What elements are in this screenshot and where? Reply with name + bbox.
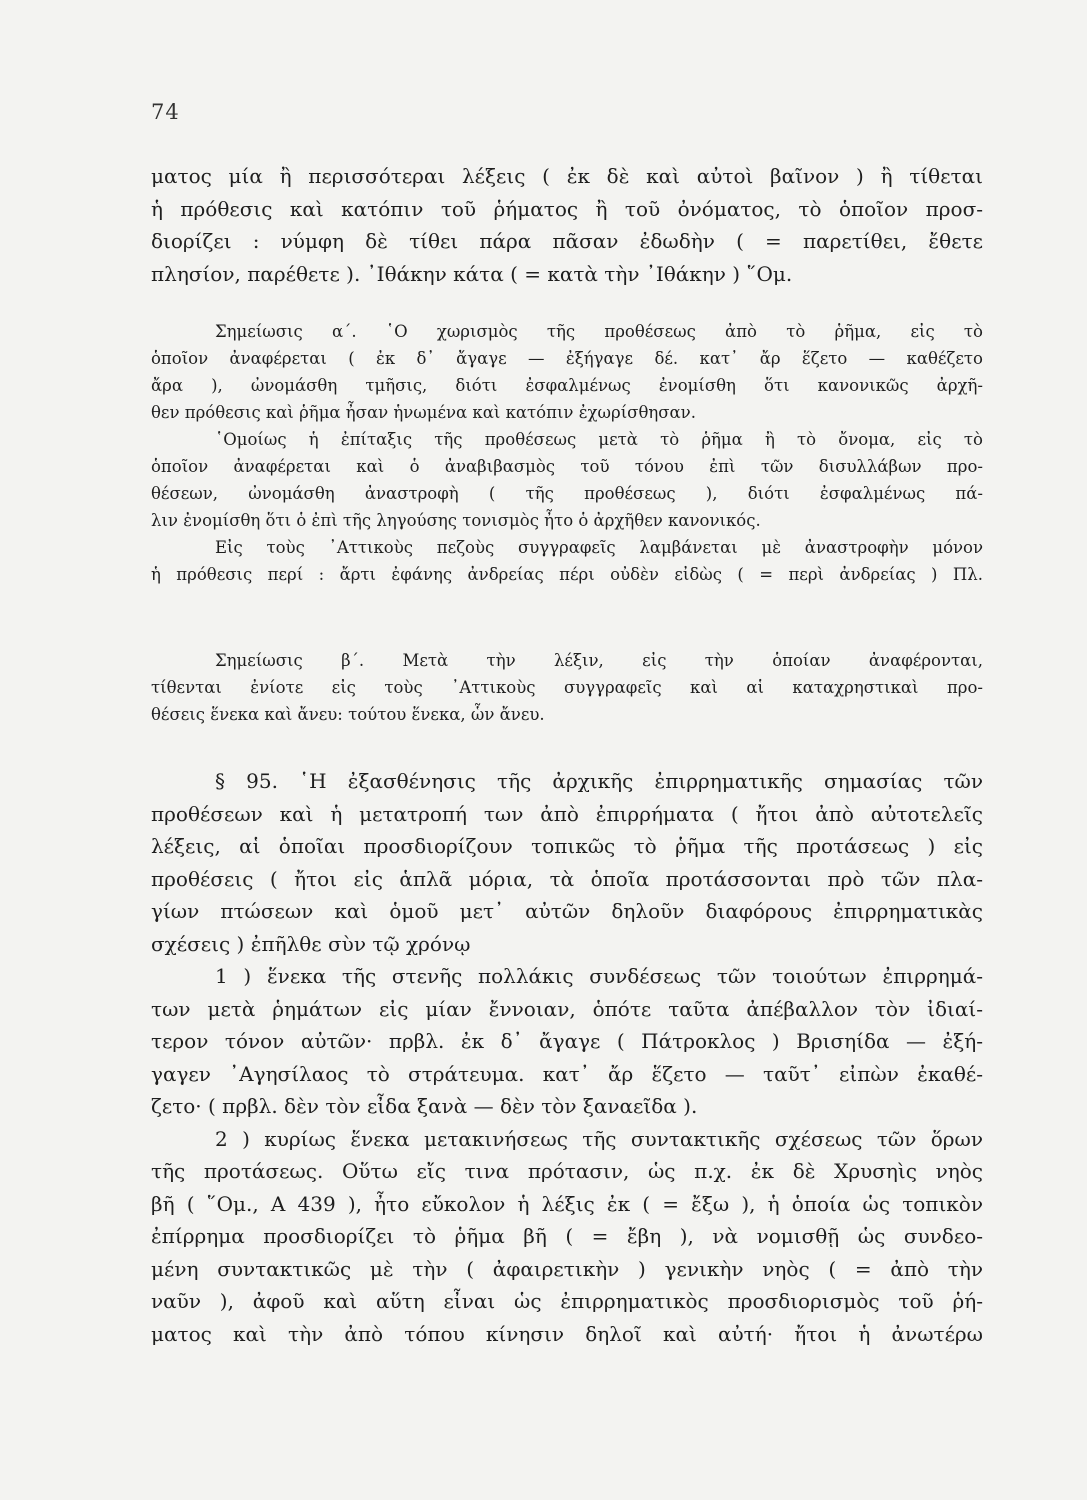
text-line: ναῦν ), ἀφοῦ καὶ αὕτη εἶναι ὡς ἐπιρρηματικὸς προσδιορισμὸς τοῦ ῥή- [151, 1289, 983, 1313]
text-line: 2 ) κυρίως ἕνεκα μετακινήσεως τῆς συντακτικῆς σχέσεως τῶν ὅρων [215, 1126, 983, 1151]
text-line: ἐπίρρημα προσδιορίζει τὸ ῥῆμα βῆ ( = ἔβη ), νὰ νομισθῇ ὡς συνδεο- [151, 1224, 983, 1248]
text-line: θέσεις ἕνεκα καὶ ἄνευ: τούτου ἕνεκα, ὧν ἄνευ. [151, 705, 545, 724]
text-line: διορίζει : νύμφη δὲ τίθει πάρα πᾶσαν ἐδωδὴν ( = παρετίθει, ἔθετε [151, 229, 983, 253]
text-line: πλησίον, παρέθετε ). ᾿Ιθάκην κάτα ( = κατὰ τὴν ᾿Ιθάκην ) ῞Ομ. [151, 261, 793, 286]
text-line: ματος καὶ τὴν ἀπὸ τόπου κίνησιν δηλοῖ καὶ αὐτή· ἤτοι ἡ ἀνωτέρω [151, 1321, 983, 1346]
text-line: θέσεων, ὠνομάσθη ἀναστροφὴ ( τῆς προθέσεως ), διότι ἐσφαλμένως πά- [151, 484, 983, 503]
text-line: προθέσεις ( ἤτοι εἰς ἁπλᾶ μόρια, τὰ ὁποῖα προτάσσονται πρὸ τῶν πλα- [151, 866, 983, 891]
text-line: θεν πρόθεσις καὶ ῥῆμα ἦσαν ἡνωμένα καὶ κατόπιν ἐχωρίσθησαν. [151, 403, 696, 422]
text-line: γαγεν ᾿Αγησίλαος τὸ στράτευμα. κατ᾿ ἄρ ἕζετο — ταῦτ᾿ εἰπὼν ἐκαθέ- [151, 1061, 983, 1086]
text-line: 1 ) ἕνεκα τῆς στενῆς πολλάκις συνδέσεως τῶν τοιούτων ἐπιρρημά- [215, 964, 983, 988]
section-heading-line: § 95. ῾Η ἐξασθένησις τῆς ἀρχικῆς ἐπιρρηματικῆς σημασίας τῶν [215, 769, 983, 793]
note-beta [151, 647, 983, 728]
text-line: μένη συντακτικῶς μὲ τὴν ( ἀφαιρετικὴν ) γενικὴν νηὸς ( = ἀπὸ τὴν [151, 1256, 983, 1281]
text-line: των μετὰ ῥημάτων εἰς μίαν ἔννοιαν, ὁπότε ταῦτα ἀπέβαλλον τὸν ἰδιαί- [151, 996, 983, 1021]
paragraph-continuation [151, 160, 983, 290]
text-line: ματος μία ἢ περισσότεραι λέξεις ( ἐκ δὲ καὶ αὐτοὶ βαῖνον ) ἢ τίθεται [151, 164, 983, 188]
text-line: ἡ πρόθεσις καὶ κατόπιν τοῦ ῥήματος ἢ τοῦ ὀνόματος, τὸ ὁποῖον προσ- [151, 196, 983, 221]
section-95 [151, 765, 983, 1350]
text-line: ἡ πρόθεσις περί : ἄρτι ἐφάνης ἀνδρείας πέρι οὐδὲν εἰδὼς ( = περὶ ἀνδρείας ) Πλ. [151, 565, 983, 584]
note-heading-line: Σημείωσις β΄. Μετὰ τὴν λέξιν, εἰς τὴν ὁποίαν ἀναφέρονται, [215, 651, 983, 670]
text-line: βῆ ( ῞Ομ., Α 439 ), ἦτο εὔκολον ἡ λέξις ἐκ ( = ἔξω ), ἡ ὁποία ὡς τοπικὸν [151, 1191, 983, 1216]
note-alpha [151, 318, 983, 588]
text-line: τερον τόνον αὐτῶν· πρβλ. ἐκ δ᾿ ἄγαγε ( Πάτροκλος ) Βρισηίδα — ἐξή- [151, 1029, 983, 1053]
text-line: σχέσεις ) ἐπῆλθε σὺν τῷ χρόνῳ [151, 931, 471, 956]
text-line: Εἰς τοὺς ᾿Αττικοὺς πεζοὺς συγγραφεῖς λαμβάνεται μὲ ἀναστροφὴν μόνον [215, 538, 983, 557]
text-line: λιν ἐνομίσθη ὅτι ὁ ἐπὶ τῆς ληγούσης τονισμὸς ἦτο ὁ ἀρχῆθεν κανονικός. [151, 511, 761, 530]
note-heading-line: Σημείωσις α΄. ῾Ο χωρισμὸς τῆς προθέσεως ἀπὸ τὸ ῥῆμα, εἰς τὸ [215, 322, 983, 341]
text-line: ὁποῖον ἀναφέρεται καὶ ὁ ἀναβιβασμὸς τοῦ τόνου ἐπὶ τῶν δισυλλάβων προ- [151, 457, 983, 476]
text-line: τῆς προτάσεως. Οὕτω εἴς τινα πρότασιν, ὡς π.χ. ἐκ δὲ Χρυσηὶς νηὸς [151, 1159, 983, 1183]
text-line: ἄρα ), ὠνομάσθη τμῆσις, διότι ἐσφαλμένως ἐνομίσθη ὅτι κανονικῶς ἀρχῆ- [151, 376, 983, 395]
text-line: ζετο· ( πρβλ. δὲν τὸν εἶδα ξανὰ — δὲν τὸν ξαναεῖδα ). [151, 1094, 698, 1118]
text-line: τίθενται ἐνίοτε εἰς τοὺς ᾿Αττικοὺς συγγραφεῖς καὶ αἱ καταχρηστικαὶ προ- [151, 678, 983, 697]
text-line: λέξεις, αἱ ὁποῖαι προσδιορίζουν τοπικῶς τὸ ῥῆμα τῆς προτάσεως ) εἰς [151, 834, 983, 858]
text-line: ῾Ομοίως ἡ ἐπίταξις τῆς προθέσεως μετὰ τὸ ῥῆμα ἢ τὸ ὄνομα, εἰς τὸ [215, 430, 983, 449]
text-line: ὁποῖον ἀναφέρεται ( ἐκ δ᾿ ἄγαγε — ἐξήγαγε δέ. κατ᾿ ἄρ ἕζετο — καθέζετο [151, 349, 983, 368]
text-line: προθέσεων καὶ ἡ μετατροπή των ἀπὸ ἐπιρρήματα ( ἤτοι ἀπὸ αὐτοτελεῖς [151, 801, 983, 826]
text-line: γίων πτώσεων καὶ ὁμοῦ μετ᾿ αὐτῶν δηλοῦν διαφόρους ἐπιρρηματικὰς [151, 899, 983, 923]
page-number: 74 [151, 100, 180, 124]
